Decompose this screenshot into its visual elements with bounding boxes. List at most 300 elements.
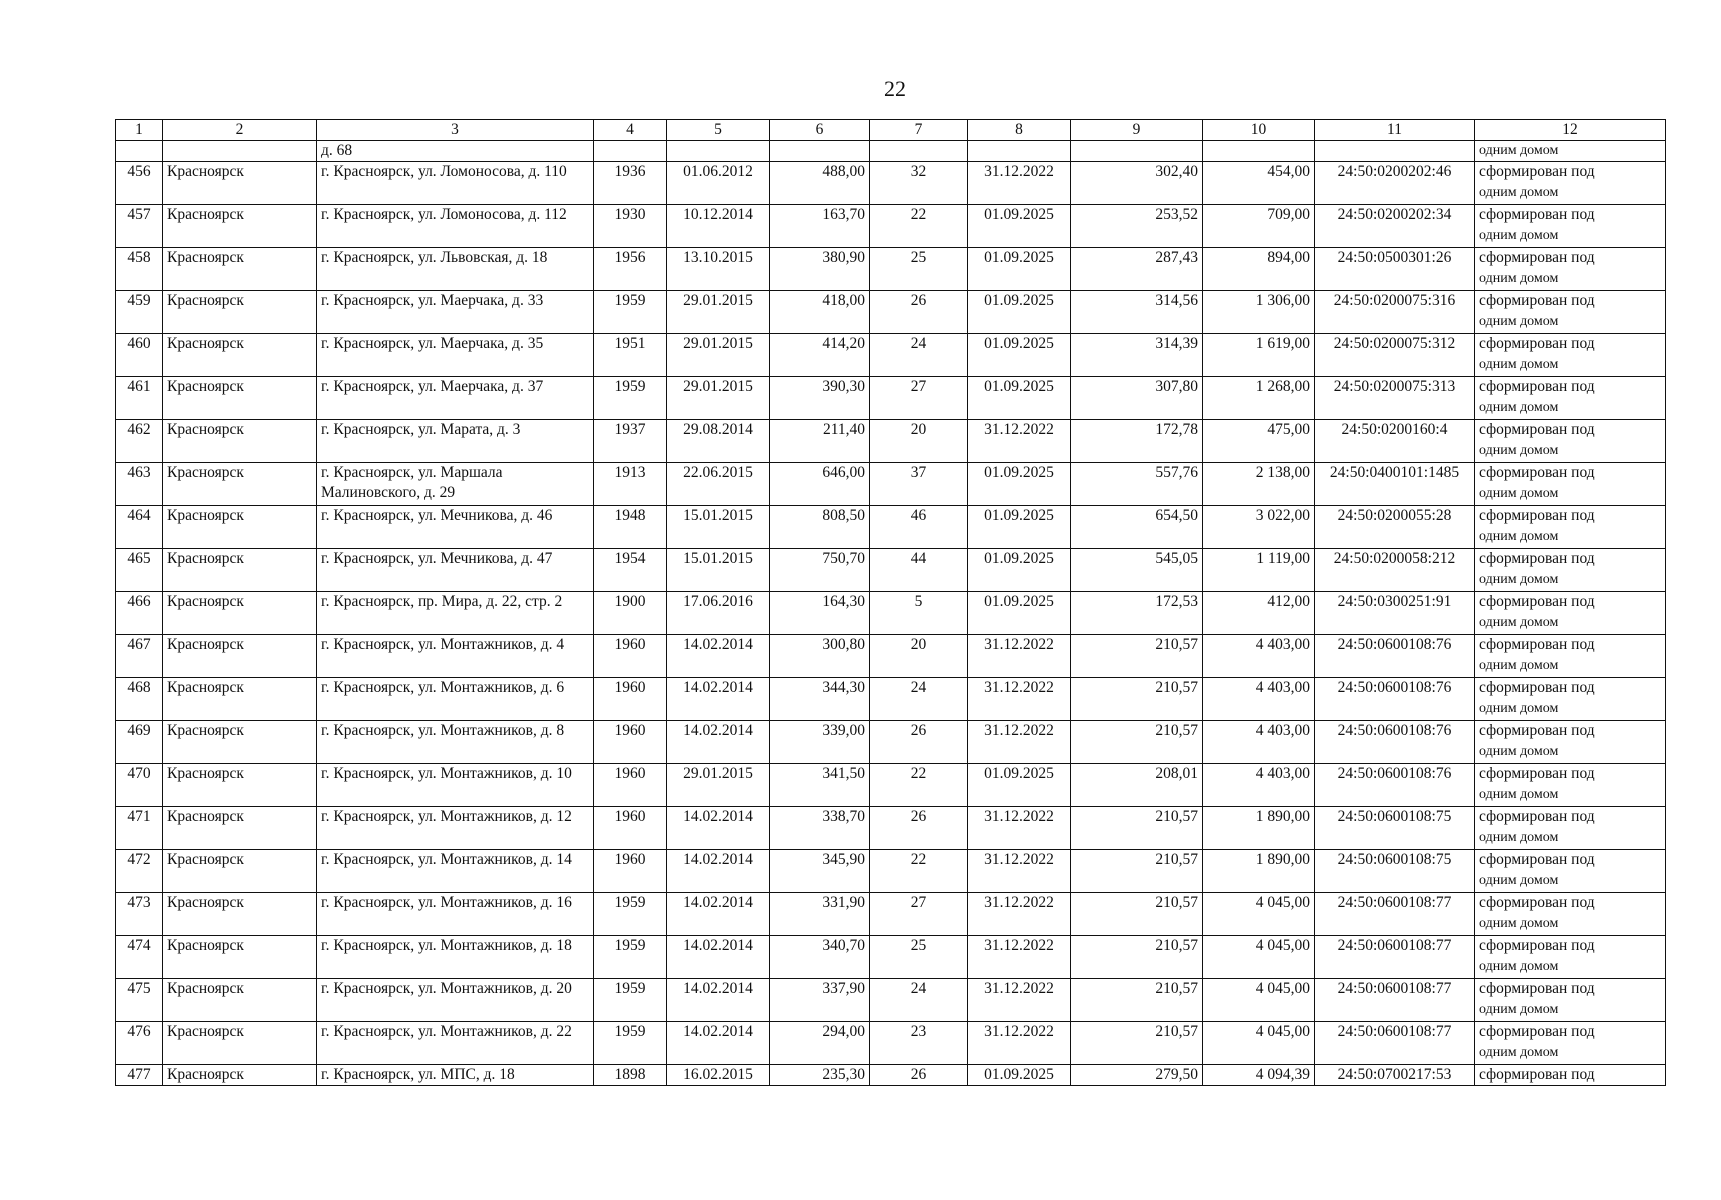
note-line: одним домом bbox=[1479, 1045, 1559, 1060]
cell-city: Красноярск bbox=[163, 678, 317, 721]
cell-area: 294,00 bbox=[770, 1022, 870, 1065]
cell-n: 465 bbox=[116, 549, 163, 592]
cell-n: 460 bbox=[116, 334, 163, 377]
cell-land: 4 045,00 bbox=[1203, 893, 1315, 936]
cell-year: 1959 bbox=[594, 377, 667, 420]
cell-n: 458 bbox=[116, 248, 163, 291]
cell-city: Красноярск bbox=[163, 893, 317, 936]
cell-residents: 24 bbox=[870, 979, 968, 1022]
cell-date: 29.01.2015 bbox=[667, 334, 770, 377]
cell-land: 1 268,00 bbox=[1203, 377, 1315, 420]
cell-area2: 210,57 bbox=[1071, 850, 1203, 893]
cell-city: Красноярск bbox=[163, 205, 317, 248]
table-row bbox=[116, 936, 1666, 979]
cell-area: 211,40 bbox=[770, 420, 870, 463]
cell-land: 1 119,00 bbox=[1203, 549, 1315, 592]
cell-deadline: 31.12.2022 bbox=[968, 979, 1071, 1022]
cell-date: 14.02.2014 bbox=[667, 893, 770, 936]
cell-n: 475 bbox=[116, 979, 163, 1022]
cell-cadastral: 24:50:0200202:46 bbox=[1315, 162, 1475, 205]
cell-land: 894,00 bbox=[1203, 248, 1315, 291]
column-header: 1 bbox=[116, 120, 163, 141]
cell-deadline: 01.09.2025 bbox=[968, 291, 1071, 334]
cell-land: 475,00 bbox=[1203, 420, 1315, 463]
table-row bbox=[116, 334, 1666, 377]
cell-cadastral: 24:50:0600108:76 bbox=[1315, 721, 1475, 764]
cell-residents: 32 bbox=[870, 162, 968, 205]
cell-address: г. Красноярск, ул. Ломоносова, д. 112 bbox=[317, 205, 594, 248]
cell-city: Красноярск bbox=[163, 1022, 317, 1065]
cell-area2: 172,78 bbox=[1071, 420, 1203, 463]
note-line: сформирован под bbox=[1479, 636, 1595, 653]
cell-cadastral: 24:50:0500301:26 bbox=[1315, 248, 1475, 291]
note-line: сформирован под bbox=[1479, 206, 1595, 223]
note-line: сформирован под bbox=[1479, 335, 1595, 352]
cell-deadline: 31.12.2022 bbox=[968, 893, 1071, 936]
cell-year: 1913 bbox=[594, 463, 667, 506]
cell-land: 4 045,00 bbox=[1203, 979, 1315, 1022]
note-line: сформирован под bbox=[1479, 765, 1595, 782]
cell-year: 1960 bbox=[594, 807, 667, 850]
cell-cadastral: 24:50:0200160:4 bbox=[1315, 420, 1475, 463]
note-line: одним домом bbox=[1479, 701, 1559, 716]
cell-area2: 210,57 bbox=[1071, 635, 1203, 678]
column-header: 4 bbox=[594, 120, 667, 141]
cell-cadastral: 24:50:0200202:34 bbox=[1315, 205, 1475, 248]
cell-year: 1959 bbox=[594, 936, 667, 979]
cell-date: 14.02.2014 bbox=[667, 936, 770, 979]
cell-cadastral: 24:50:0200075:316 bbox=[1315, 291, 1475, 334]
table-row bbox=[116, 291, 1666, 334]
note-line: одним домом bbox=[1479, 400, 1559, 415]
cell-deadline: 31.12.2022 bbox=[968, 850, 1071, 893]
cell-address: г. Красноярск, ул. Маерчака, д. 35 bbox=[317, 334, 594, 377]
cell-address: г. Красноярск, ул. Маерчака, д. 33 bbox=[317, 291, 594, 334]
note-line: сформирован под bbox=[1479, 808, 1595, 825]
table-row bbox=[116, 893, 1666, 936]
table-row bbox=[116, 592, 1666, 635]
cell-note bbox=[1475, 248, 1666, 291]
cell-address: г. Красноярск, ул. Монтажников, д. 22 bbox=[317, 1022, 594, 1065]
note-line: сформирован под bbox=[1479, 249, 1595, 266]
note-line: одним домом bbox=[1479, 185, 1559, 200]
cell-area2: 210,57 bbox=[1071, 721, 1203, 764]
cell-area: 341,50 bbox=[770, 764, 870, 807]
note-line: одним домом bbox=[1479, 314, 1559, 329]
note-line: сформирован под bbox=[1479, 593, 1595, 610]
cell-address: г. Красноярск, ул. Маерчака, д. 37 bbox=[317, 377, 594, 420]
cell-note bbox=[1475, 764, 1666, 807]
cell-cadastral: 24:50:0200075:313 bbox=[1315, 377, 1475, 420]
cell-deadline: 01.09.2025 bbox=[968, 463, 1071, 506]
cell-year: 1960 bbox=[594, 635, 667, 678]
cell-city: Красноярск bbox=[163, 291, 317, 334]
cell-year: 1930 bbox=[594, 205, 667, 248]
cell-date: 14.02.2014 bbox=[667, 807, 770, 850]
cell-deadline: 31.12.2022 bbox=[968, 420, 1071, 463]
cell-n: 472 bbox=[116, 850, 163, 893]
cell-cadastral: 24:50:0600108:75 bbox=[1315, 807, 1475, 850]
cell-residents: 37 bbox=[870, 463, 968, 506]
cell-n: 461 bbox=[116, 377, 163, 420]
cell-cadastral: 24:50:0600108:76 bbox=[1315, 764, 1475, 807]
cell-land: 412,00 bbox=[1203, 592, 1315, 635]
cell-n: 467 bbox=[116, 635, 163, 678]
cell-note bbox=[1475, 291, 1666, 334]
cell-area: 338,70 bbox=[770, 807, 870, 850]
cell-area: 331,90 bbox=[770, 893, 870, 936]
cell-note bbox=[1475, 850, 1666, 893]
table-row bbox=[116, 463, 1666, 506]
cell-area2: 302,40 bbox=[1071, 162, 1203, 205]
cell-city: Красноярск bbox=[163, 635, 317, 678]
cell-land: 4 403,00 bbox=[1203, 764, 1315, 807]
cell-address: г. Красноярск, ул. Монтажников, д. 20 bbox=[317, 979, 594, 1022]
cell-year: 1959 bbox=[594, 1022, 667, 1065]
table-row bbox=[116, 162, 1666, 205]
cell-residents: 22 bbox=[870, 764, 968, 807]
cell-land: 454,00 bbox=[1203, 162, 1315, 205]
cell-date: 10.12.2014 bbox=[667, 205, 770, 248]
table-row bbox=[116, 1065, 1666, 1086]
column-header: 5 bbox=[667, 120, 770, 141]
cell-n: 477 bbox=[116, 1065, 163, 1086]
column-header: 10 bbox=[1203, 120, 1315, 141]
cell-cadastral: 24:50:0200058:212 bbox=[1315, 549, 1475, 592]
cell-deadline: 01.09.2025 bbox=[968, 592, 1071, 635]
cell-year: 1960 bbox=[594, 678, 667, 721]
cell-deadline: 01.09.2025 bbox=[968, 549, 1071, 592]
cell-date: 14.02.2014 bbox=[667, 1022, 770, 1065]
cell-residents: 20 bbox=[870, 635, 968, 678]
cell-n: 466 bbox=[116, 592, 163, 635]
cell-address: г. Красноярск, ул. МПС, д. 18 bbox=[317, 1065, 594, 1086]
cell-n: 474 bbox=[116, 936, 163, 979]
cell-city: Красноярск bbox=[163, 592, 317, 635]
cell-area: 488,00 bbox=[770, 162, 870, 205]
cell-deadline: 01.09.2025 bbox=[968, 506, 1071, 549]
cell-n: 469 bbox=[116, 721, 163, 764]
cell-note bbox=[1475, 205, 1666, 248]
note-line: одним домом bbox=[1479, 271, 1559, 286]
cell-year: 1937 bbox=[594, 420, 667, 463]
cell-note bbox=[1475, 162, 1666, 205]
cell-area2: 545,05 bbox=[1071, 549, 1203, 592]
cell-residents: 24 bbox=[870, 678, 968, 721]
cell-address: г. Красноярск, ул. Мечникова, д. 47 bbox=[317, 549, 594, 592]
cell-year: 1898 bbox=[594, 1065, 667, 1086]
note-line: одним домом bbox=[1479, 658, 1559, 673]
note-line: сформирован под bbox=[1479, 851, 1595, 868]
column-header: 12 bbox=[1475, 120, 1666, 141]
cell-date: 29.08.2014 bbox=[667, 420, 770, 463]
cell-cadastral: 24:50:0600108:77 bbox=[1315, 893, 1475, 936]
table-row bbox=[116, 721, 1666, 764]
cell-year: 1959 bbox=[594, 893, 667, 936]
column-header: 11 bbox=[1315, 120, 1475, 141]
cell-address: д. 68 bbox=[317, 141, 594, 162]
cell-n: 457 bbox=[116, 205, 163, 248]
cell-address: г. Красноярск, пр. Мира, д. 22, стр. 2 bbox=[317, 592, 594, 635]
cell-land: 1 890,00 bbox=[1203, 850, 1315, 893]
cell-deadline: 01.09.2025 bbox=[968, 248, 1071, 291]
cell-date: 01.06.2012 bbox=[667, 162, 770, 205]
cell-cadastral: 24:50:0600108:75 bbox=[1315, 850, 1475, 893]
note-line: одним домом bbox=[1479, 744, 1559, 759]
note-line: одним домом bbox=[1479, 916, 1559, 931]
cell-address: г. Красноярск, ул. Монтажников, д. 10 bbox=[317, 764, 594, 807]
cell-area: 414,20 bbox=[770, 334, 870, 377]
cell-city: Красноярск bbox=[163, 248, 317, 291]
cell-address: г. Красноярск, ул. Львовская, д. 18 bbox=[317, 248, 594, 291]
table-row bbox=[116, 205, 1666, 248]
cell-area: 344,30 bbox=[770, 678, 870, 721]
cell-address: г. Красноярск, ул. Мечникова, д. 46 bbox=[317, 506, 594, 549]
note-line: сформирован под bbox=[1479, 894, 1595, 911]
cell-deadline: 31.12.2022 bbox=[968, 936, 1071, 979]
cell-year: 1959 bbox=[594, 291, 667, 334]
table-row bbox=[116, 764, 1666, 807]
cell-note bbox=[1475, 635, 1666, 678]
cell-area: 345,90 bbox=[770, 850, 870, 893]
note-line: одним домом bbox=[1479, 830, 1559, 845]
cell-deadline: 01.09.2025 bbox=[968, 764, 1071, 807]
cell-land: 4 045,00 bbox=[1203, 1022, 1315, 1065]
cell-city: Красноярск bbox=[163, 936, 317, 979]
cell-area2: 172,53 bbox=[1071, 592, 1203, 635]
note-line: одним домом bbox=[1479, 443, 1559, 458]
continuation-row bbox=[116, 141, 1666, 162]
cell-area: 235,30 bbox=[770, 1065, 870, 1086]
cell-area: 418,00 bbox=[770, 291, 870, 334]
cell-address: г. Красноярск, ул. Марата, д. 3 bbox=[317, 420, 594, 463]
cell-land: 1 306,00 bbox=[1203, 291, 1315, 334]
cell-residents: 22 bbox=[870, 850, 968, 893]
cell-year: 1956 bbox=[594, 248, 667, 291]
cell-address: г. Красноярск, ул. Монтажников, д. 4 bbox=[317, 635, 594, 678]
cell-residents: 22 bbox=[870, 205, 968, 248]
cell-area2: 210,57 bbox=[1071, 1022, 1203, 1065]
cell-date: 16.02.2015 bbox=[667, 1065, 770, 1086]
cell-residents: 27 bbox=[870, 377, 968, 420]
cell-area: 808,50 bbox=[770, 506, 870, 549]
cell-note bbox=[1475, 1065, 1666, 1086]
cell-residents: 24 bbox=[870, 334, 968, 377]
page-number: 22 bbox=[884, 76, 906, 101]
cell-deadline: 31.12.2022 bbox=[968, 635, 1071, 678]
cell-deadline: 31.12.2022 bbox=[968, 678, 1071, 721]
column-header: 7 bbox=[870, 120, 968, 141]
cell-cadastral: 24:50:0600108:76 bbox=[1315, 635, 1475, 678]
cell-city: Красноярск bbox=[163, 850, 317, 893]
table-row bbox=[116, 635, 1666, 678]
table-row bbox=[116, 678, 1666, 721]
column-header: 9 bbox=[1071, 120, 1203, 141]
cell-n: 471 bbox=[116, 807, 163, 850]
cell-area2: 208,01 bbox=[1071, 764, 1203, 807]
note-line: одним домом bbox=[1479, 1002, 1559, 1017]
cell-area2: 314,39 bbox=[1071, 334, 1203, 377]
cell-year: 1951 bbox=[594, 334, 667, 377]
cell-residents: 27 bbox=[870, 893, 968, 936]
cell-n: 470 bbox=[116, 764, 163, 807]
cell-n: 462 bbox=[116, 420, 163, 463]
cell-year: 1936 bbox=[594, 162, 667, 205]
cell-note bbox=[1475, 420, 1666, 463]
cell-deadline: 01.09.2025 bbox=[968, 205, 1071, 248]
note-line: сформирован под bbox=[1479, 507, 1595, 524]
column-number-row bbox=[116, 120, 1666, 141]
cell-city: Красноярск bbox=[163, 420, 317, 463]
cell-note bbox=[1475, 549, 1666, 592]
cell-date: 17.06.2016 bbox=[667, 592, 770, 635]
table-row bbox=[116, 506, 1666, 549]
housing-register-table bbox=[115, 119, 1666, 1086]
cell-date: 29.01.2015 bbox=[667, 377, 770, 420]
cell-note: одним домом bbox=[1475, 141, 1666, 162]
cell-year: 1954 bbox=[594, 549, 667, 592]
cell-address: г. Красноярск, ул. Монтажников, д. 6 bbox=[317, 678, 594, 721]
cell-area: 750,70 bbox=[770, 549, 870, 592]
note-line: одним домом bbox=[1479, 873, 1559, 888]
cell-cadastral: 24:50:0600108:76 bbox=[1315, 678, 1475, 721]
cell-n: 456 bbox=[116, 162, 163, 205]
note-line: одним домом bbox=[1479, 615, 1559, 630]
cell-city: Красноярск bbox=[163, 979, 317, 1022]
table-row bbox=[116, 248, 1666, 291]
cell-land: 3 022,00 bbox=[1203, 506, 1315, 549]
cell-land: 709,00 bbox=[1203, 205, 1315, 248]
cell-land: 4 403,00 bbox=[1203, 721, 1315, 764]
note-line: одним домом bbox=[1479, 228, 1559, 243]
cell-residents: 26 bbox=[870, 721, 968, 764]
cell-deadline: 01.09.2025 bbox=[968, 334, 1071, 377]
cell-area: 300,80 bbox=[770, 635, 870, 678]
cell-note bbox=[1475, 377, 1666, 420]
note-line: сформирован под bbox=[1479, 464, 1595, 481]
cell-city: Красноярск bbox=[163, 377, 317, 420]
cell-address: г. Красноярск, ул. Монтажников, д. 18 bbox=[317, 936, 594, 979]
note-line: сформирован под bbox=[1479, 722, 1595, 739]
cell-residents: 26 bbox=[870, 807, 968, 850]
cell-year: 1960 bbox=[594, 721, 667, 764]
cell-note bbox=[1475, 1022, 1666, 1065]
cell-date: 14.02.2014 bbox=[667, 678, 770, 721]
cell-address: г. Красноярск, ул. Монтажников, д. 16 bbox=[317, 893, 594, 936]
cell-area: 163,70 bbox=[770, 205, 870, 248]
cell-city: Красноярск bbox=[163, 721, 317, 764]
cell-area: 380,90 bbox=[770, 248, 870, 291]
cell-date: 22.06.2015 bbox=[667, 463, 770, 506]
cell-note bbox=[1475, 592, 1666, 635]
cell-area: 337,90 bbox=[770, 979, 870, 1022]
column-header: 6 bbox=[770, 120, 870, 141]
table-row bbox=[116, 420, 1666, 463]
note-line: сформирован под bbox=[1479, 550, 1595, 567]
cell-city: Красноярск bbox=[163, 764, 317, 807]
note-line: одним домом bbox=[1479, 357, 1559, 372]
note-line: одним домом bbox=[1479, 486, 1559, 501]
cell-date: 29.01.2015 bbox=[667, 291, 770, 334]
cell-date: 14.02.2014 bbox=[667, 635, 770, 678]
cell-land: 4 403,00 bbox=[1203, 678, 1315, 721]
note-line: сформирован под bbox=[1479, 163, 1595, 180]
note-line: сформирован под bbox=[1479, 1066, 1595, 1083]
cell-deadline: 31.12.2022 bbox=[968, 721, 1071, 764]
cell-deadline: 31.12.2022 bbox=[968, 162, 1071, 205]
cell-year: 1959 bbox=[594, 979, 667, 1022]
cell-cadastral: 24:50:0600108:77 bbox=[1315, 979, 1475, 1022]
cell-area2: 210,57 bbox=[1071, 979, 1203, 1022]
cell-n: 459 bbox=[116, 291, 163, 334]
cell-date: 15.01.2015 bbox=[667, 506, 770, 549]
cell-area: 340,70 bbox=[770, 936, 870, 979]
cell-address: г. Красноярск, ул. Монтажников, д. 8 bbox=[317, 721, 594, 764]
cell-area2: 210,57 bbox=[1071, 807, 1203, 850]
cell-cadastral: 24:50:0400101:1485 bbox=[1315, 463, 1475, 506]
note-line: сформирован под bbox=[1479, 937, 1595, 954]
cell-residents: 46 bbox=[870, 506, 968, 549]
note-line: сформирован под bbox=[1479, 980, 1595, 997]
cell-residents: 20 bbox=[870, 420, 968, 463]
note-line: одним домом bbox=[1479, 787, 1559, 802]
column-header: 3 bbox=[317, 120, 594, 141]
cell-note bbox=[1475, 506, 1666, 549]
cell-deadline: 31.12.2022 bbox=[968, 807, 1071, 850]
note-line: одним домом bbox=[1479, 959, 1559, 974]
cell-city: Красноярск bbox=[163, 334, 317, 377]
cell-city: Красноярск bbox=[163, 549, 317, 592]
cell-cadastral: 24:50:0200075:312 bbox=[1315, 334, 1475, 377]
cell-area2: 279,50 bbox=[1071, 1065, 1203, 1086]
cell-area2: 287,43 bbox=[1071, 248, 1203, 291]
cell-residents: 25 bbox=[870, 936, 968, 979]
cell-n: 473 bbox=[116, 893, 163, 936]
table-row bbox=[116, 979, 1666, 1022]
cell-cadastral: 24:50:0700217:53 bbox=[1315, 1065, 1475, 1086]
cell-deadline: 01.09.2025 bbox=[968, 377, 1071, 420]
cell-note bbox=[1475, 678, 1666, 721]
column-header: 8 bbox=[968, 120, 1071, 141]
cell-note bbox=[1475, 893, 1666, 936]
table-row bbox=[116, 549, 1666, 592]
cell-note bbox=[1475, 936, 1666, 979]
cell-cadastral: 24:50:0600108:77 bbox=[1315, 936, 1475, 979]
cell-area2: 307,80 bbox=[1071, 377, 1203, 420]
cell-note bbox=[1475, 721, 1666, 764]
cell-city: Красноярск bbox=[163, 506, 317, 549]
cell-area2: 253,52 bbox=[1071, 205, 1203, 248]
cell-residents: 26 bbox=[870, 291, 968, 334]
note-line: сформирован под bbox=[1479, 421, 1595, 438]
cell-area2: 210,57 bbox=[1071, 893, 1203, 936]
cell-year: 1900 bbox=[594, 592, 667, 635]
cell-year: 1960 bbox=[594, 850, 667, 893]
cell-land: 4 403,00 bbox=[1203, 635, 1315, 678]
cell-n: 464 bbox=[116, 506, 163, 549]
cell-area2: 210,57 bbox=[1071, 678, 1203, 721]
cell-area: 164,30 bbox=[770, 592, 870, 635]
cell-address: г. Красноярск, ул. Монтажников, д. 14 bbox=[317, 850, 594, 893]
cell-date: 15.01.2015 bbox=[667, 549, 770, 592]
note-line: одним домом bbox=[1479, 572, 1559, 587]
column-header: 2 bbox=[163, 120, 317, 141]
cell-note bbox=[1475, 463, 1666, 506]
note-line: сформирован под bbox=[1479, 679, 1595, 696]
cell-n: 476 bbox=[116, 1022, 163, 1065]
cell-residents: 23 bbox=[870, 1022, 968, 1065]
cell-date: 14.02.2014 bbox=[667, 850, 770, 893]
